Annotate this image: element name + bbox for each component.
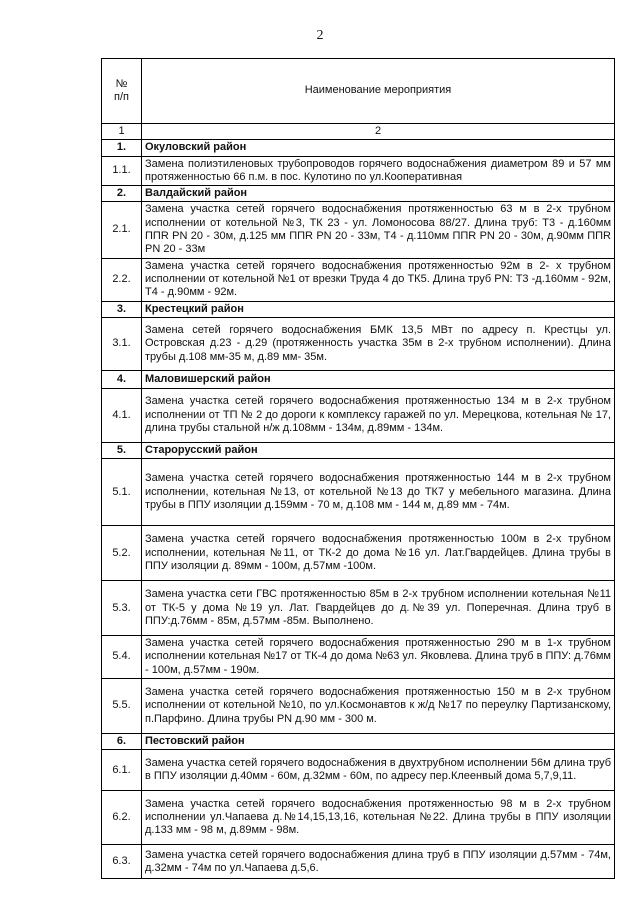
page-number: 2 xyxy=(316,28,324,43)
district-name: Пестовский район xyxy=(142,734,615,750)
table-row xyxy=(102,845,615,879)
item-description: Замена участка сетей горячего водоснабжения протяженностью 100м в 2-х трубном исполнении, котельная №11, от ТК-2 до дома №16 ул. Лат.Гвардейцев. Длина трубы в ППУ изоляции д. 89мм - 100м, д.57мм -100м. xyxy=(142,526,615,581)
district-name: Крестецкий район xyxy=(142,301,615,317)
table-row xyxy=(102,526,615,581)
item-number: 5.2. xyxy=(102,526,142,581)
district-row xyxy=(102,186,615,202)
district-number: 3. xyxy=(102,301,142,317)
district-name: Маловишерский район xyxy=(142,370,615,388)
item-description: Замена участка сетей горячего водоснабжения протяженностью 144 м в 2-х трубном исполнении, котельная №13, от котельной №13 до ТК7 у мебельного магазина. Длина трубы в ППУ изоляции д.159мм - 70 м, д.108 мм - 144 м, д.89 мм - 74м. xyxy=(142,459,615,526)
header-num-label: № п/п xyxy=(102,59,142,124)
item-description: Замена участка сетей горячего водоснабжения протяженностью 92м в 2- х трубном исполнении от котельной №1 от врезки Труда 4 до ТК5. Длина труб PN: Т3 -д.160мм - 92м, Т4 - д.90мм - 92м. xyxy=(142,258,615,301)
item-description: Замена участка сетей горячего водоснабжения длина труб в ППУ изоляции д.57мм - 74м, д.32мм - 74м по ул.Чапаева д.5,6. xyxy=(142,845,615,879)
item-description: Замена участка сетей горячего водоснабжения протяженностью 290 м в 1-х трубном исполнении котельная №17 от ТК-4 до дома №63 ул. Яковлева. Длина труб в ППУ: д.76мм - 100м, д.57мм - 190м. xyxy=(142,636,615,679)
measures-table xyxy=(101,58,615,879)
district-name: Старорусский район xyxy=(142,442,615,458)
item-description: Замена сетей горячего водоснабжения БМК 13,5 МВт по адресу п. Крестцы ул. Островская д.23 - д.29 (протяженность участка 35м в 2-х трубном исполнении). Длина трубы д.108 мм-35 м, д.89 мм- 35м. xyxy=(142,317,615,370)
column-index-1: 1 xyxy=(102,124,142,140)
table-row xyxy=(102,388,615,442)
district-name: Валдайский район xyxy=(142,186,615,202)
district-number: 4. xyxy=(102,370,142,388)
item-description: Замена участка сетей горячего водоснабжения протяженностью 98 м в 2-х трубном исполнении ул.Чапаева д.№14,15,13,16, котельная №22. Длина трубы в ППУ изоляции д.133 мм - 98 м, д.89мм - 98м. xyxy=(142,791,615,845)
table-row xyxy=(102,258,615,301)
table-row xyxy=(102,679,615,734)
item-description: Замена участка сети ГВС протяженностью 85м в 2-х трубном исполнении котельная №11 от ТК-5 у дома №19 ул. Лат. Гвардейцев до д.№39 ул. Поперечная. Длина труб в ППУ:д.76мм - 85м, д.57мм -85м. Выполнено. xyxy=(142,581,615,636)
district-row xyxy=(102,140,615,156)
item-number: 5.4. xyxy=(102,636,142,679)
district-name: Окуловский район xyxy=(142,140,615,156)
table-row xyxy=(102,317,615,370)
item-number: 6.3. xyxy=(102,845,142,879)
item-description: Замена участка сетей горячего водоснабжения протяженностью 63 м в 2-х трубном исполнении от котельной №3, ТК 23 - ул. Ломоносова 88/27. Длина труб: Т3 - д.160мм ППR PN 20 - 30м, д.125 мм ППR PN 20 - 33м, Т4 - д.110мм ППR PN 20 - 30м, д.90мм ППR PN 20 - 33м xyxy=(142,202,615,258)
table-row xyxy=(102,156,615,186)
item-description: Замена участка сетей горячего водоснабжения протяженностью 134 м в 2-х трубном исполнении от ТП № 2 до дороги к комплексу гаражей по ул. Мерецкова, котельная № 17, длина трубы стальной н/ж д.108мм - 134м, д.89мм - 134м. xyxy=(142,388,615,442)
table-header-row xyxy=(102,59,615,124)
item-number: 5.1. xyxy=(102,459,142,526)
item-number: 6.2. xyxy=(102,791,142,845)
table-row xyxy=(102,459,615,526)
item-number: 1.1. xyxy=(102,156,142,186)
district-row xyxy=(102,442,615,458)
item-description: Замена участка сетей горячего водоснабжения протяженностью 150 м в 2-х трубном исполнении от котельной №10, по ул.Космонавтов к ж/д №17 по переулку Партизанскому, п.Парфино. Длина трубы PN д.90 мм - 300 м. xyxy=(142,679,615,734)
item-description: Замена участка сетей горячего водоснабжения в двухтрубном исполнении 56м длина труб в ППУ изоляции д.40мм - 60м, д.32мм - 60м, по адресу пер.Клеенвый дома 5,7,9,11. xyxy=(142,750,615,791)
item-number: 3.1. xyxy=(102,317,142,370)
item-number: 5.3. xyxy=(102,581,142,636)
table-row xyxy=(102,750,615,791)
table-row xyxy=(102,791,615,845)
table-row xyxy=(102,636,615,679)
item-number: 2.2. xyxy=(102,258,142,301)
district-number: 5. xyxy=(102,442,142,458)
item-number: 4.1. xyxy=(102,388,142,442)
district-number: 1. xyxy=(102,140,142,156)
district-number: 2. xyxy=(102,186,142,202)
header-name-label: Наименование мероприятия xyxy=(142,59,615,124)
item-number: 2.1. xyxy=(102,202,142,258)
district-number: 6. xyxy=(102,734,142,750)
district-row xyxy=(102,370,615,388)
item-description: Замена полиэтиленовых трубопроводов горячего водоснабжения диаметром 89 и 57 мм протяженностью 66 п.м. в пос. Кулотино по ул.Кооперативная xyxy=(142,156,615,186)
district-row xyxy=(102,734,615,750)
column-index-2: 2 xyxy=(142,124,615,140)
item-number: 6.1. xyxy=(102,750,142,791)
item-number: 5.5. xyxy=(102,679,142,734)
table-row xyxy=(102,581,615,636)
district-row xyxy=(102,301,615,317)
column-index-row xyxy=(102,124,615,140)
table-row xyxy=(102,202,615,258)
